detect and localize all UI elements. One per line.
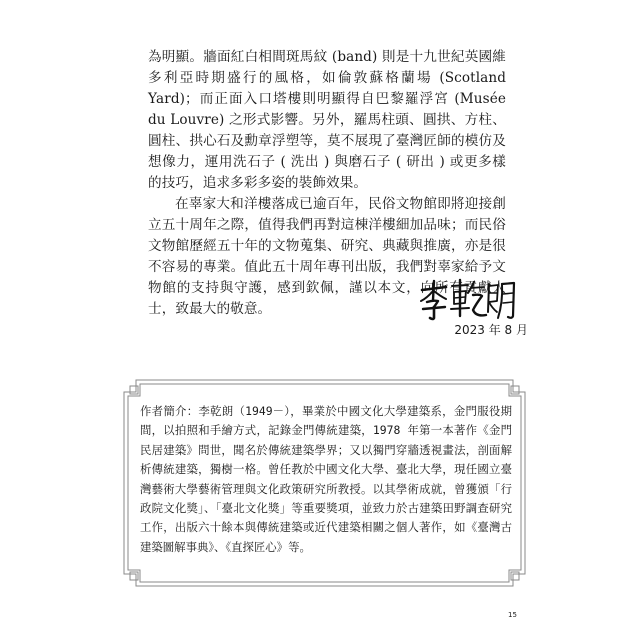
signature-image (418, 278, 518, 322)
date-line: 2023 年 8 月 (454, 323, 528, 337)
paragraph-2: 在辜家大和洋樓落成已逾百年，民俗文物館即將迎接創立五十周年之際，值得我們再對這棟洋樓細加品味；而民俗文物館歷經五十年的文物蒐集、研究、典藏與推廣，亦是很不容易的專業。值此五十周年專刊出版，我們對辜家給予文物館的支持與守護，感到欽佩，謹以本文，向所有貢獻人士，致最大的敬意。 (148, 196, 506, 317)
author-signature (418, 278, 518, 322)
author-bio-text: 作者簡介：李乾朗（1949－），畢業於中國文化大學建築系，金門服役期間，以拍照和手繪方式，記錄金門傳統建築，1978 年第一本著作《金門民居建築》問世，聞名於傳統建築學界；又以獨門穿牆透視畫法，剖面解析傳統建築，獨樹一格。曾任教於中國文化大學、臺北大學，現任國立臺灣藝術大學藝術管理與文化政策研究所教授。以其學術成就，曾獲頒「行政院文化獎」、「臺北文化獎」等重要獎項，並致力於古建築田野調查研究工作，出版六十餘本與傳統建築或近代建築相關之個人著作，如《臺灣古建築圖解事典》、《直探匠心》等。 (140, 404, 512, 554)
paragraph-1: 為明顯。牆面紅白相間斑馬紋 (band) 則是十九世紀英國維多利亞時期盛行的風格，如倫敦蘇格蘭場 (Scotland Yard)；而正面入口塔樓則明顯得自巴黎羅浮宮 (Musée du Louvre) 之形式影響。另外，羅馬柱頭、圓拱、方柱、圓柱、拱心石及勳章浮塑等，莫不展現了臺灣匠師的模仿及想像力，運用洗石子 ( 洗出 ) 與磨石子 ( 研出 ) 或更多樣的技巧，追求多彩多姿的裝飾效果。 (148, 49, 506, 191)
author-bio (140, 402, 512, 557)
page-number: 15 (508, 611, 517, 619)
